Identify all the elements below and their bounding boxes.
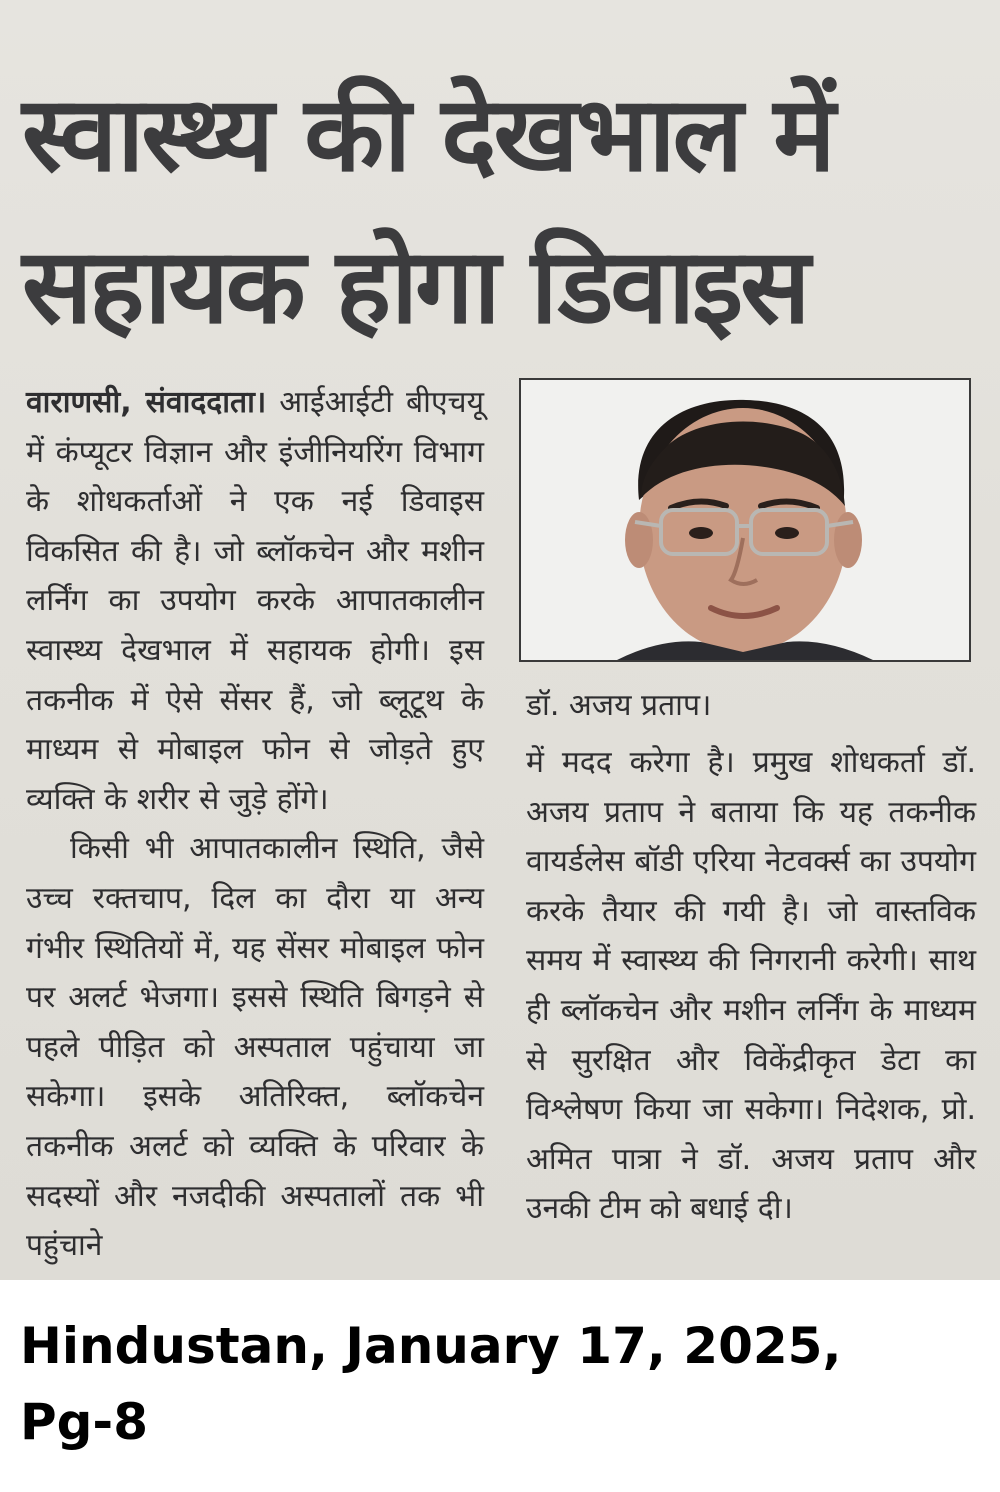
article-paragraph-3: में मदद करेगा है। प्रमुख शोधकर्ता डॉ. अजय प्रताप ने बताया कि यह तकनीक वायर्डलेस बॉडी एरिया नेटवर्क्स का उपयोग करके तैयार की गयी है। जो वास्तविक समय में स्वास्थ्य की निगरानी करेगी। साथ ही ब्लॉकचेन और मशीन लर्निंग के माध्यम से सुरक्षित और विकेंद्रीकृत डेटा का विश्लेषण किया जा सकेगा। निदेशक, प्रो. अमित पात्रा ने डॉ. अजय प्रताप और उनकी टीम को बधाई दी। — [526, 745, 976, 1227]
source-line-1: Hindustan, January 17, 2025, — [20, 1317, 842, 1375]
portrait-image — [521, 380, 969, 660]
article-paragraph-2: किसी भी आपातकालीन स्थिति, जैसे उच्च रक्तचाप, दिल का दौरा या अन्य गंभीर स्थितियों में, यह सेंसर मोबाइल फोन पर अलर्ट भेजगा। इससे स्थिति बिगड़ने से पहले पीड़ित को अस्पताल पहुंचाया जा सकेगा। इसके अतिरिक्त, ब्लॉकचेन तकनीक अलर्ट को व्यक्ति के परिवार के सदस्यों और नजदीकी अस्पतालों तक भी पहुंचाने — [26, 831, 484, 1264]
article-column-right — [526, 738, 976, 1234]
article-paragraph-1-text: आईआईटी बीएचयू में कंप्यूटर विज्ञान और इंजीनियरिंग विभाग के शोधकर्ताओं ने एक नई डिवाइस विकसित की है। जो ब्लॉकचेन और मशीन लर्निंग का उपयोग करके आपातकालीन स्वास्थ्य देखभाल में सहायक होगी। इस तकनीक में ऐसे सेंसर हैं, जो ब्लूटूथ के माध्यम से मोबाइल फोन से जोड़ते हुए व्यक्ति के शरीर से जुड़े होंगे। — [26, 385, 484, 817]
headline-line-1: स्वास्थ्य की देखभाल में — [22, 73, 833, 195]
photo-caption: डॉ. अजय प्रताप। — [526, 688, 712, 723]
headline-line-2: सहायक होगा डिवाइस — [22, 225, 808, 347]
source-line-2: Pg-8 — [20, 1393, 148, 1451]
article-paragraph-1 — [26, 378, 484, 824]
dateline: वाराणसी, संवाददाता। — [26, 385, 267, 420]
article-column-left — [26, 378, 484, 1278]
source-citation — [20, 1308, 980, 1460]
headline — [22, 58, 982, 362]
author-photo — [519, 378, 971, 662]
